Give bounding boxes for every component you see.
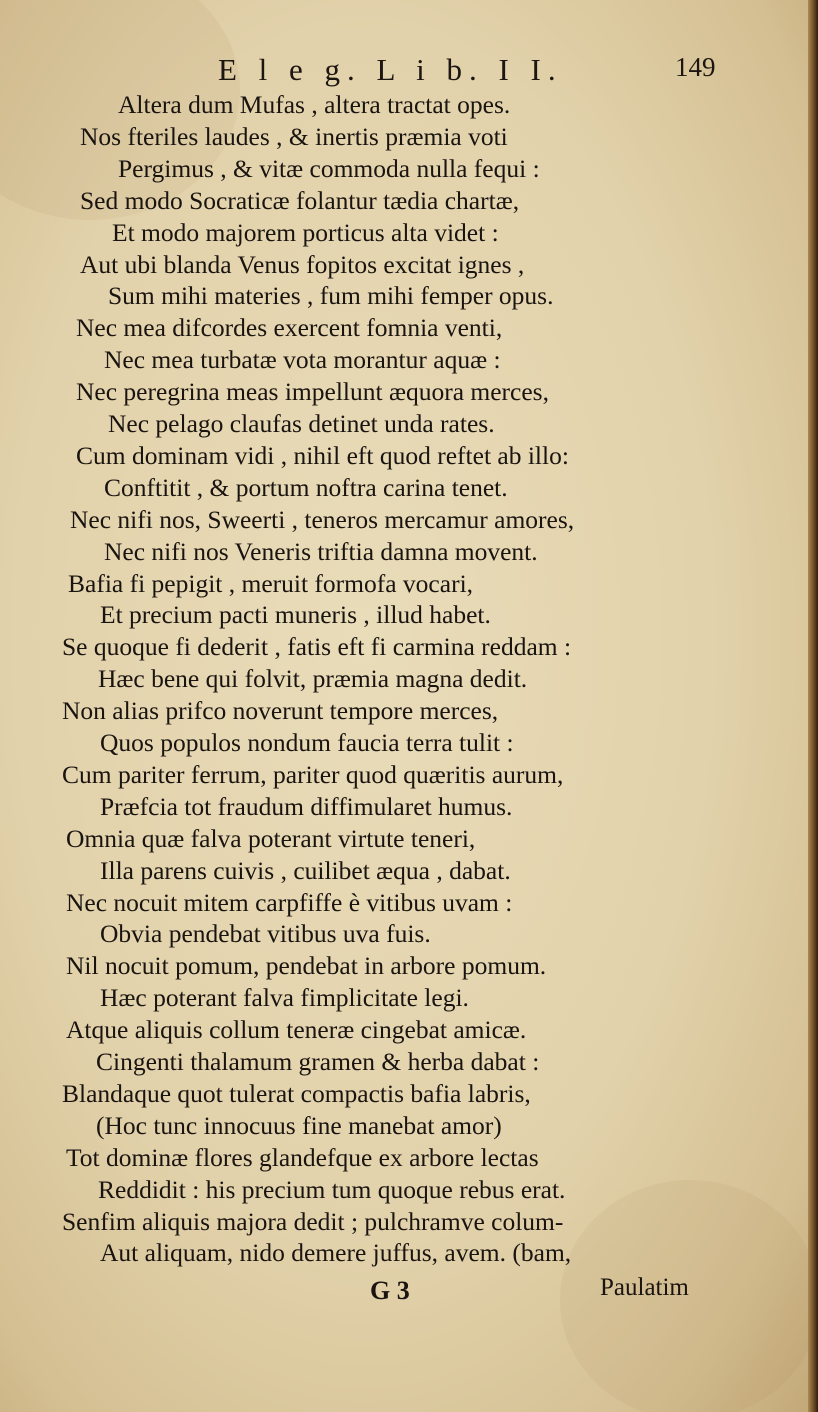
verse-line: Nec peregrina meas impellunt æquora merces, bbox=[76, 377, 549, 406]
verse-line: Hæc bene qui folvit, præmia magna dedit. bbox=[98, 664, 528, 693]
verse-line: Nec nifi nos, Sweerti , teneros mercamur amores, bbox=[70, 505, 575, 534]
page-footer bbox=[0, 1276, 808, 1316]
verse-line: Cum pariter ferrum, pariter quod quæritis aurum, bbox=[62, 760, 564, 789]
running-head: E l e g. L i b. I I. bbox=[218, 52, 563, 87]
verse-line: Se quoque fi dederit , fatis eft fi carmina reddam : bbox=[62, 632, 572, 661]
verse-line: Nec pelago claufas detinet unda rates. bbox=[108, 409, 495, 438]
verse-line: Obvia pendebat vitibus uva fuis. bbox=[100, 919, 431, 948]
verse-line: Senfim aliquis majora dedit ; pulchramve colum- bbox=[62, 1207, 564, 1236]
catchword: Paulatim bbox=[600, 1274, 689, 1301]
verse-line: Atque aliquis collum teneræ cingebat amicæ. bbox=[66, 1015, 527, 1044]
verse-line: Et modo majorem porticus alta videt : bbox=[112, 218, 499, 247]
verse-line: Aut ubi blanda Venus fopitos excitat ignes , bbox=[80, 250, 525, 279]
verse-line: Illa parens cuivis , cuilibet æqua , dabat. bbox=[100, 856, 511, 885]
verse-line: Et precium pacti muneris , illud habet. bbox=[100, 600, 491, 629]
verse-line: Præfcia tot fraudum diffimularet humus. bbox=[100, 792, 513, 821]
verse-line: (Hoc tunc innocuus fine manebat amor) bbox=[96, 1111, 502, 1140]
verse-line: Nec mea turbatæ vota morantur aquæ : bbox=[104, 345, 501, 374]
page-edge bbox=[808, 0, 818, 1412]
signature-mark: G 3 bbox=[370, 1276, 410, 1305]
verse-line: Nil nocuit pomum, pendebat in arbore pomum. bbox=[66, 951, 547, 980]
verse-line: Altera dum Mufas , altera tractat opes. bbox=[118, 90, 511, 119]
page-header bbox=[0, 52, 808, 92]
verse-line: Quos populos nondum faucia terra tulit : bbox=[100, 728, 514, 757]
verse-line: Nec nifi nos Veneris triftia damna movent. bbox=[104, 537, 538, 566]
verse-line: Hæc poterant falva fimplicitate legi. bbox=[100, 983, 469, 1012]
verse-line: Cum dominam vidi , nihil eft quod reftet ab illo: bbox=[76, 441, 569, 470]
verse-line: Reddidit : his precium tum quoque rebus erat. bbox=[98, 1175, 566, 1204]
verse-line: Nos fteriles laudes , & inertis præmia voti bbox=[80, 122, 508, 151]
verse-line: Blandaque quot tulerat compactis bafia labris, bbox=[62, 1079, 531, 1108]
verse-line: Nec mea difcordes exercent fomnia venti, bbox=[76, 313, 503, 342]
verse-line: Bafia fi pepigit , meruit formofa vocari, bbox=[68, 569, 474, 598]
verse-line: Omnia quæ falva poterant virtute teneri, bbox=[66, 824, 476, 853]
verse-line: Cingenti thalamum gramen & herba dabat : bbox=[96, 1047, 540, 1076]
verse-line: Aut aliquam, nido demere juffus, avem. (bam, bbox=[100, 1238, 572, 1267]
verse-line: Tot dominæ flores glandefque ex arbore lectas bbox=[66, 1143, 539, 1172]
page-number: 149 bbox=[675, 52, 716, 82]
verse-line: Sum mihi materies , fum mihi femper opus. bbox=[108, 281, 554, 310]
verse-line: Non alias prifco noverunt tempore merces, bbox=[62, 696, 499, 725]
verse-line: Pergimus , & vitæ commoda nulla fequi : bbox=[118, 154, 540, 183]
verse-line: Conftitit , & portum noftra carina tenet. bbox=[104, 473, 508, 502]
verse-line: Nec nocuit mitem carpfiffe è vitibus uvam : bbox=[66, 888, 513, 917]
verse-line: Sed modo Socraticæ folantur tædia chartæ, bbox=[80, 186, 520, 215]
